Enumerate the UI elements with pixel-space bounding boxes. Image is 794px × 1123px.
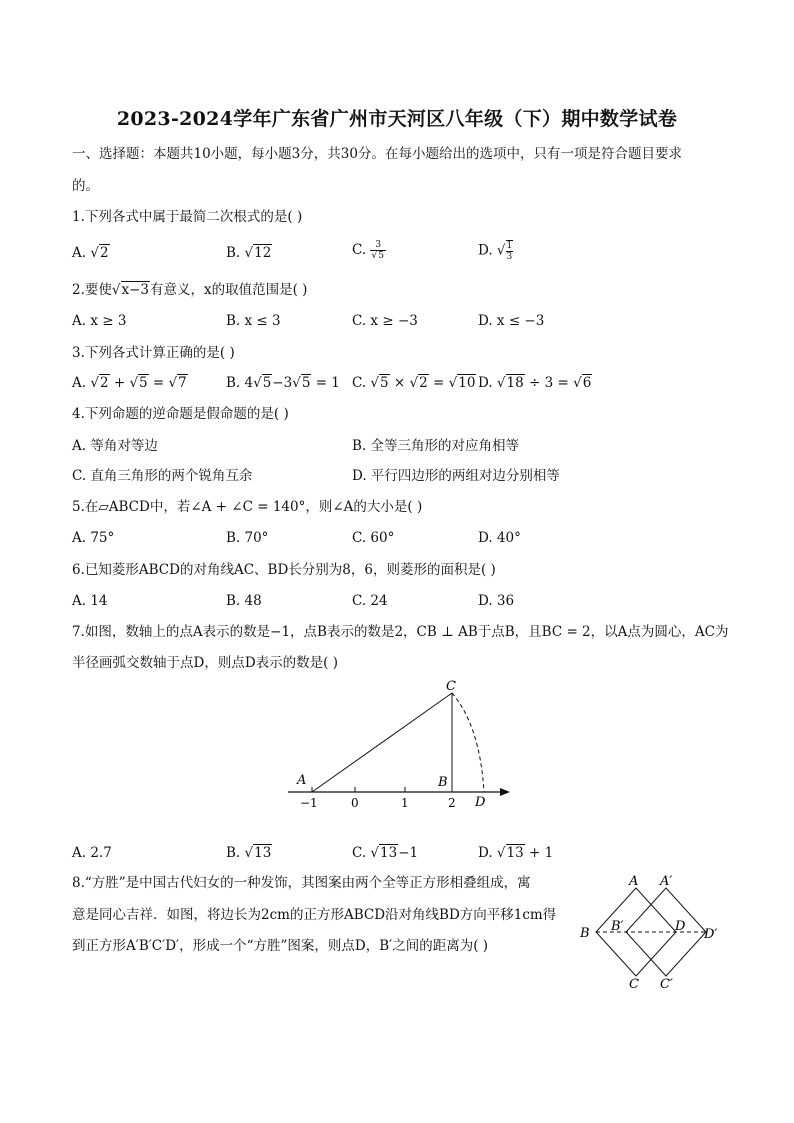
q3-option-b: B. 4√5−3√5 = 1	[226, 375, 340, 391]
arc-cd	[452, 693, 484, 792]
q4-option-b: B. 全等三角形的对应角相等	[352, 438, 520, 454]
label-d: D	[475, 795, 486, 810]
label-a-prime: A′	[660, 874, 673, 889]
q6-option-a: A. 14	[72, 593, 108, 609]
q7-figure	[280, 676, 520, 812]
q4-option-c: C. 直角三角形的两个锐角互余	[72, 468, 253, 484]
q1-option-d: D. √ $\frac{1}{3}$	[478, 241, 513, 262]
q1-option-a: A. √2	[72, 245, 109, 261]
q5-option-d: D. 40°	[478, 530, 521, 546]
label-b-prime: B′	[611, 919, 624, 934]
q8-figure	[574, 872, 734, 992]
q5-option-a: A. 75°	[72, 530, 115, 546]
q3-stem: 3.下列各式计算正确的是( )	[72, 345, 235, 361]
tick-label-2: 2	[448, 796, 456, 810]
segment-ac	[312, 693, 452, 792]
q1-option-c: C. $\frac{3}{√5}$	[352, 240, 384, 261]
q2-option-b: B. x ≤ 3	[226, 313, 281, 329]
q8-stem-cont2: 到正方形A′B′C′D′，形成一个“方胜”图案，则点D，B′之间的距离为( )	[72, 938, 489, 954]
q5-option-b: B. 70°	[226, 530, 269, 546]
label-c: C	[446, 679, 456, 694]
q4-option-d: D. 平行四边形的两组对边分别相等	[352, 468, 560, 484]
section-heading-cont: 的。	[72, 178, 99, 194]
q2-option-c: C. x ≥ −3	[352, 313, 418, 329]
q3-option-a: A. √2 + √5 = √7	[72, 375, 187, 391]
q2-stem: 2.要使√x−3有意义，x的取值范围是( )	[72, 282, 308, 298]
q1-stem: 1.下列各式中属于最简二次根式的是( )	[72, 209, 303, 225]
q5-option-c: C. 60°	[352, 530, 395, 546]
q3-option-c: C. √5 × √2 = √10	[352, 375, 476, 391]
q8-stem: 8.“方胜”是中国古代妇女的一种发饰，其图案由两个全等正方形相叠组成，寓	[72, 875, 531, 891]
q7-option-b: B. √13	[226, 845, 272, 861]
tick-label-minus1: −1	[300, 796, 318, 810]
q4-option-a: A. 等角对等边	[72, 438, 158, 454]
q3-option-d: D. √18 ÷ 3 = √6	[478, 375, 592, 391]
tick-label-0: 0	[351, 796, 359, 810]
q7-option-a: A. 2.7	[72, 845, 112, 861]
q6-option-d: D. 36	[478, 593, 515, 609]
tick-label-1: 1	[401, 796, 409, 810]
q2-option-a: A. x ≥ 3	[72, 313, 127, 329]
label-b: B	[580, 926, 590, 941]
label-c: C	[629, 977, 639, 992]
label-a: A	[629, 874, 639, 889]
q7-option-d: D. √13 + 1	[478, 845, 554, 861]
q7-stem-cont: 半径画弧交数轴于点D，则点D表示的数是( )	[72, 655, 338, 671]
q8-stem-cont1: 意是同心吉祥．如图，将边长为2cm的正方形ABCD沿对角线BD方向平移1cm得	[72, 907, 557, 923]
q2-option-d: D. x ≤ −3	[478, 313, 545, 329]
page-title: 2023-2024学年广东省广州市天河区八年级（下）期中数学试卷	[116, 108, 678, 130]
section-heading: 一、选择题：本题共10小题，每小题3分，共30分。在每小题给出的选项中，只有一项是符合题目要求	[72, 146, 682, 162]
q6-option-b: B. 48	[226, 593, 262, 609]
q1-option-b: B. √12	[226, 245, 272, 261]
q7-stem: 7.如图，数轴上的点A表示的数是−1，点B表示的数是2，CB ⊥ AB于点B，且BC = 2，以A点为圆心，AC为	[72, 624, 729, 640]
label-a: A	[297, 773, 307, 788]
label-b: B	[438, 775, 448, 790]
square-abcd	[596, 888, 676, 976]
q4-stem: 4.下列命题的逆命题是假命题的是( )	[72, 406, 289, 422]
q6-option-c: C. 24	[352, 593, 388, 609]
q6-stem: 6.已知菱形ABCD的对角线AC、BD长分别为8，6，则菱形的面积是( )	[72, 562, 496, 578]
label-c-prime: C′	[660, 977, 673, 992]
axis-arrow-icon	[500, 788, 510, 796]
label-d-prime: D′	[704, 927, 718, 942]
label-d: D	[675, 919, 686, 934]
q7-option-c: C. √13−1	[352, 845, 419, 861]
q5-stem: 5.在▱ABCD中，若∠A + ∠C = 140°，则∠A的大小是( )	[72, 499, 423, 515]
